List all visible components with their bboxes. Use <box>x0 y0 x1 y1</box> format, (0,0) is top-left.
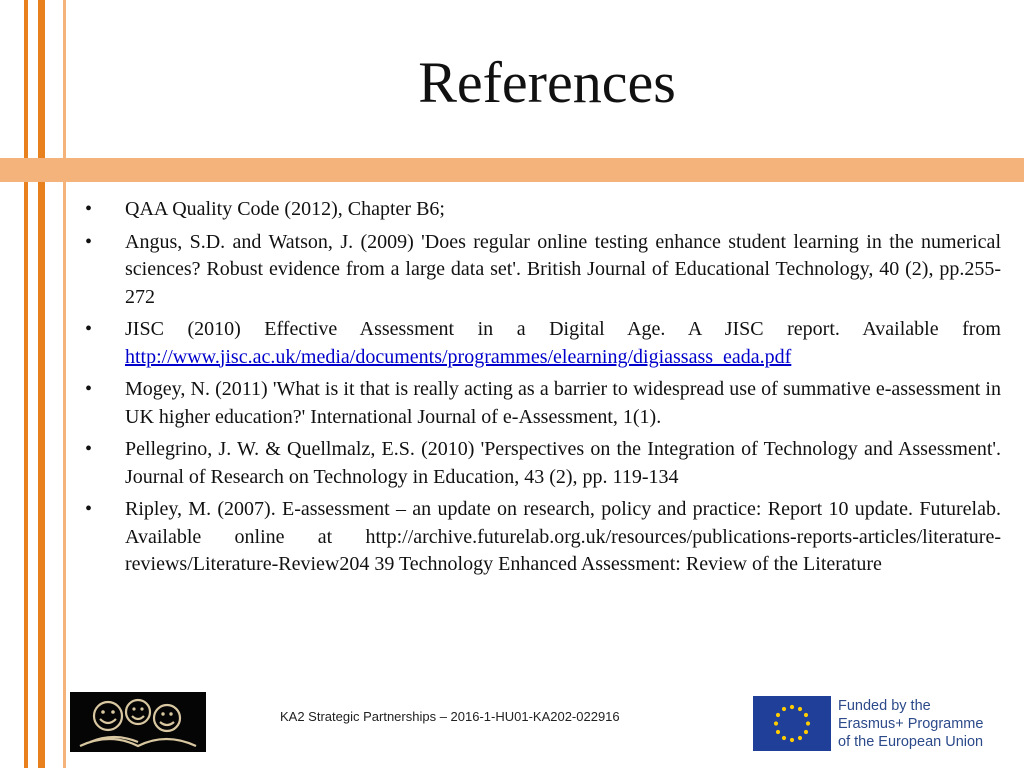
eu-funding-statement <box>838 697 1018 751</box>
slide-title: References <box>418 50 676 115</box>
reference-item <box>85 376 1001 431</box>
reference-text: Ripley, M. (2007). E-assessment – an update on research, policy and practice: Report 10 update. Futurelab. Available online at http://archive.futurelab.org.uk/resources/publications-reports-articles/literature-reviews/Literature-Review204 39 Technology Enhanced Assessment: Review of the Literature <box>125 498 1001 575</box>
eu-funding-line-3: of the European Union <box>838 734 984 750</box>
bullet: • <box>85 318 93 340</box>
reference-list <box>85 196 1001 584</box>
smiley-faces-book-icon <box>70 692 206 752</box>
orange-vertical-stripe-2 <box>38 0 45 768</box>
eu-stars-icon <box>753 696 831 751</box>
orange-vertical-stripe-3 <box>63 0 66 768</box>
bullet: • <box>85 498 93 520</box>
orange-vertical-stripe-1 <box>24 0 28 768</box>
bullet: • <box>85 438 93 460</box>
reference-item <box>85 229 1001 312</box>
bullet: • <box>85 198 93 220</box>
reference-item <box>85 316 1001 371</box>
title-divider-band <box>0 158 1024 182</box>
eu-funding-line-1: Funded by the <box>838 698 931 714</box>
bullet: • <box>85 378 93 400</box>
reference-text: QAA Quality Code (2012), Chapter B6; <box>125 198 445 220</box>
jisc-report-link[interactable]: http://www.jisc.ac.uk/media/documents/programmes/elearning/digiassass_eada.pdf <box>125 345 792 368</box>
reference-text: Mogey, N. (2011) 'What is it that is really acting as a barrier to widespread use of summative e-assessment in UK higher education?' International Journal of e-Assessment, 1(1). <box>125 378 1001 428</box>
reference-text: JISC (2010) Effective Assessment in a Digital Age. A JISC report. Available from <box>125 318 1001 340</box>
eu-flag-logo <box>753 696 831 751</box>
bullet: • <box>85 230 93 253</box>
reference-item <box>85 496 1001 579</box>
reference-item <box>85 436 1001 491</box>
reference-text: Angus, S.D. and Watson, J. (2009) 'Does regular online testing enhance student learning in the numerical sciences? Robust evidence from a large data set'. British Journal of Educational Technology, 40 (2), pp.255-272 <box>125 230 1001 308</box>
reference-text: Pellegrino, J. W. & Quellmalz, E.S. (2010) 'Perspectives on the Integration of Technology and Assessment'. Journal of Research on Technology in Education, 43 (2), pp. 119-134 <box>125 438 1001 488</box>
project-footer-text: KA2 Strategic Partnerships – 2016-1-HU01-KA202-022916 <box>280 709 620 724</box>
eu-funding-line-2: Erasmus+ Programme <box>838 716 984 732</box>
project-logo <box>70 692 206 752</box>
reference-item <box>85 196 1001 224</box>
